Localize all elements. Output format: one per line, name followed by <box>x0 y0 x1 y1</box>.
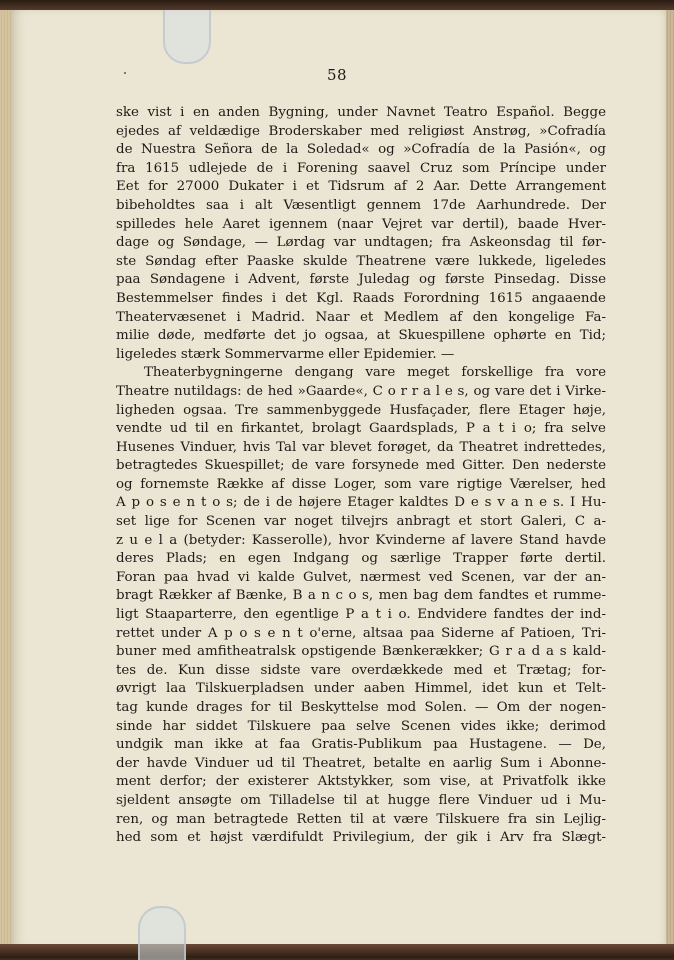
text-line: sinde har siddet Tilskuere paa selve Scenen vides ikke; derimod <box>116 718 606 734</box>
text-line: Theatre nutildags: de hed »Gaarde«, C o r r a l e s, og vare det i Virke- <box>116 383 606 399</box>
text-line: tag kunde drages for til Beskyttelse mod Solen. — Om der nogen- <box>116 700 606 715</box>
text-line: Eet for 27000 Dukater i et Tidsrum af 2 Aar. Dette Arrangement <box>116 179 606 195</box>
text-line: ren, og man betragtede Retten til at være Tilskuere fra sin Lejlig- <box>116 811 606 827</box>
text-line: Husenes Vinduer, hvis Tal var blevet forøget, da Theatret indrettedes, <box>116 439 606 455</box>
text-line: vendte ud til en firkantet, brolagt Gaardsplads, P a t i o; fra selve <box>116 421 606 437</box>
text-line: dage og Søndage, — Lørdag var undtagen; fra Askeonsdag til før- <box>116 235 606 251</box>
text-line: Foran paa hvad vi kalde Gulvet, nærmest ved Scenen, var der an- <box>116 569 606 585</box>
text-line: Theaterbygningerne dengang vare meget forskellige fra vore <box>144 365 606 381</box>
text-line: ste Søndag efter Paaske skulde Theatrene være lukkede, ligeledes <box>116 253 606 269</box>
text-line: bragt Rækker af Bænke, B a n c o s, men bag dem fandtes et rumme- <box>116 588 606 604</box>
text-line: undgik man ikke at faa Gratis-Publikum paa Hustagene. — De, <box>116 737 606 753</box>
body-text <box>116 104 606 848</box>
text-line: ligheden ogsaa. Tre sammenbyggede Husfaçader, flere Etager høje, <box>116 402 606 418</box>
page-number: 58 <box>326 66 348 84</box>
text-line: de Nuestra Señora de la Soledad« og »Cofradía de la Pasión«, og <box>116 142 606 158</box>
text-line: ejedes af veldædige Broderskaber med religiøst Anstrøg, »Cofradía <box>116 123 606 139</box>
text-line: ment derfor; der existerer Aktstykker, som vise, at Privatfolk ikke <box>116 774 606 790</box>
page-stack-right <box>666 10 674 948</box>
text-line: spilledes hele Aaret igennem (naar Vejret var dertil), baade Hver- <box>116 216 606 232</box>
text-line: ligeledes stærk Sommervarme eller Epidemier. — <box>116 346 455 362</box>
text-line: tes de. Kun disse sidste vare overdækkede med et Trætag; for- <box>116 662 606 678</box>
text-line: z u e l a (betyder: Kasserolle), hvor Kvinderne af lavere Stand havde <box>116 532 606 548</box>
text-line: der havde Vinduer ud til Theatret, betalte en aarlig Sum i Abonne- <box>116 755 606 771</box>
text-line: set lige for Scenen var noget tilvejrs anbragt et stort Galeri, C a- <box>116 514 606 530</box>
text-line: bibeholdtes saa i alt Væsentligt gennem 17de Aarhundrede. Der <box>116 197 606 213</box>
text-line: paa Søndagene i Advent, første Juledag og første Pinsedag. Disse <box>116 272 606 288</box>
text-line: fra 1615 udlejede de i Forening saavel Cruz som Príncipe under <box>116 160 606 176</box>
page-clip-top <box>163 10 211 64</box>
text-line: rettet under A p o s e n t o'erne, altsaa paa Siderne af Patioen, Tri- <box>116 625 606 641</box>
text-line: hed som et højst værdifuldt Privilegium, der gik i Arv fra Slægt- <box>116 830 606 846</box>
text-line: ske vist i en anden Bygning, under Navnet Teatro Español. Begge <box>116 105 606 120</box>
text-line: Bestemmelser findes i det Kgl. Raads Forordning 1615 angaaende <box>116 290 606 306</box>
text-line: A p o s e n t o s; de i de højere Etager kaldtes D e s v a n e s. I Hu- <box>116 495 606 511</box>
page-clip-bottom <box>138 906 186 960</box>
text-line: buner med amfitheatralsk opstigende Bænkerækker; G r a d a s kald- <box>116 644 606 660</box>
book-edge-bottom <box>0 944 674 958</box>
text-line: sjeldent ansøgte om Tilladelse til at hugge flere Vinduer ud i Mu- <box>116 792 606 808</box>
text-line: deres Plads; en egen Indgang og særlige Trapper førte dertil. <box>116 551 606 567</box>
text-line: Theatervæsenet i Madrid. Naar et Medlem af den kongelige Fa- <box>116 309 606 325</box>
text-line: betragtedes Skuespillet; de vare forsynede med Gitter. Den nederste <box>116 458 606 474</box>
text-line: milie døde, medførte det jo ogsaa, at Skuespillene ophørte en Tid; <box>116 328 606 344</box>
text-line: ligt Staaparterre, den egentlige P a t i o. Endvidere fandtes der ind- <box>116 607 606 623</box>
text-line: øvrigt laa Tilskuerpladsen under aaben Himmel, idet kun et Telt- <box>116 681 606 697</box>
text-line: og fornemste Række af disse Loger, som vare rigtige Værelser, hed <box>116 476 606 492</box>
